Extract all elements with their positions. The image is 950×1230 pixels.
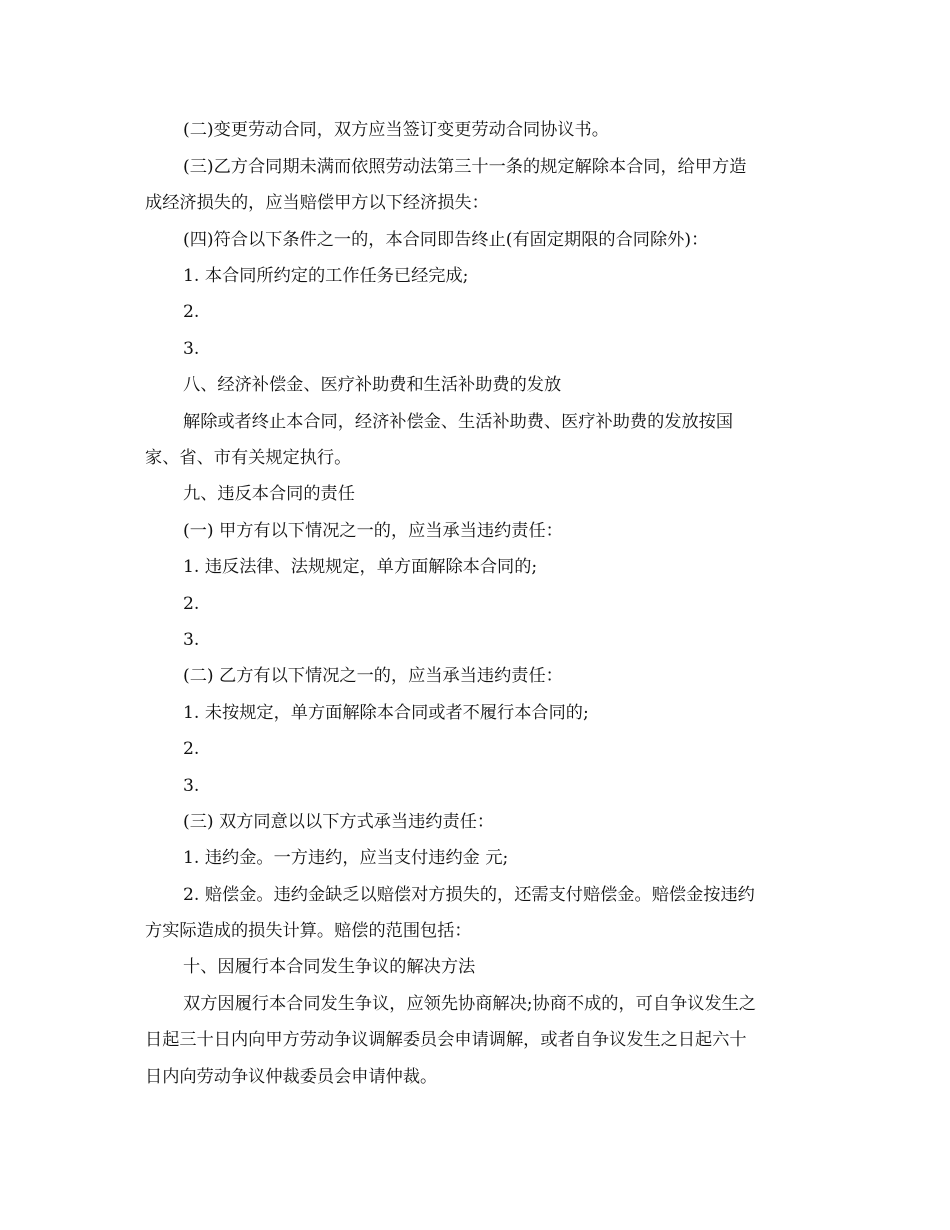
text-line: (四)符合以下条件之一的，本合同即告终止(有固定期限的合同除外)： [183,230,709,250]
text-line: 3. [183,630,200,650]
text-line: (二) 乙方有以下情况之一的，应当承当违约责任： [183,666,563,686]
text-line: (一) 甲方有以下情况之一的，应当承当违约责任： [183,521,563,541]
text-line: 1. 未按规定，单方面解除本合同或者不履行本合同的; [183,703,589,723]
text-line: 双方因履行本合同发生争议，应领先协商解决;协商不成的，可自争议发生之 [183,994,756,1014]
text-line: (二)变更劳动合同，双方应当签订变更劳动合同协议书。 [183,120,609,140]
text-line: 2. [183,302,200,322]
text-line: 日内向劳动争议仲裁委员会申请仲裁。 [145,1067,438,1087]
section-heading: 八、经济补偿金、医疗补助费和生活补助费的发放 [183,375,562,395]
text-line: 2. 赔偿金。违约金缺乏以赔偿对方损失的，还需支付赔偿金。赔偿金按违约 [183,885,755,905]
text-line: 家、省、市有关规定执行。 [145,448,352,468]
text-line: 3. [183,776,200,796]
text-line: (三) 双方同意以以下方式承当违约责任： [183,812,495,832]
text-line: 2. [183,739,200,759]
text-line: 解除或者终止本合同，经济补偿金、生活补助费、医疗补助费的发放按国 [183,412,734,432]
text-line: 1. 违约金。一方违约，应当支付违约金 元; [183,848,509,868]
text-line: 2. [183,594,200,614]
text-line: (三)乙方合同期未满而依照劳动法第三十一条的规定解除本合同，给甲方造 [183,157,747,177]
section-heading: 十、因履行本合同发生争议的解决方法 [183,957,476,977]
text-line: 成经济损失的，应当赔偿甲方以下经济损失： [145,193,489,213]
text-line: 3. [183,339,200,359]
text-line: 1. 本合同所约定的工作任务已经完成; [183,266,469,286]
text-line: 1. 违反法律、法规规定，单方面解除本合同的; [183,557,538,577]
text-line: 方实际造成的损失计算。赔偿的范围包括： [145,921,472,941]
section-heading: 九、违反本合同的责任 [183,484,355,504]
text-line: 日起三十日内向甲方劳动争议调解委员会申请调解，或者自争议发生之日起六十 [145,1030,747,1050]
